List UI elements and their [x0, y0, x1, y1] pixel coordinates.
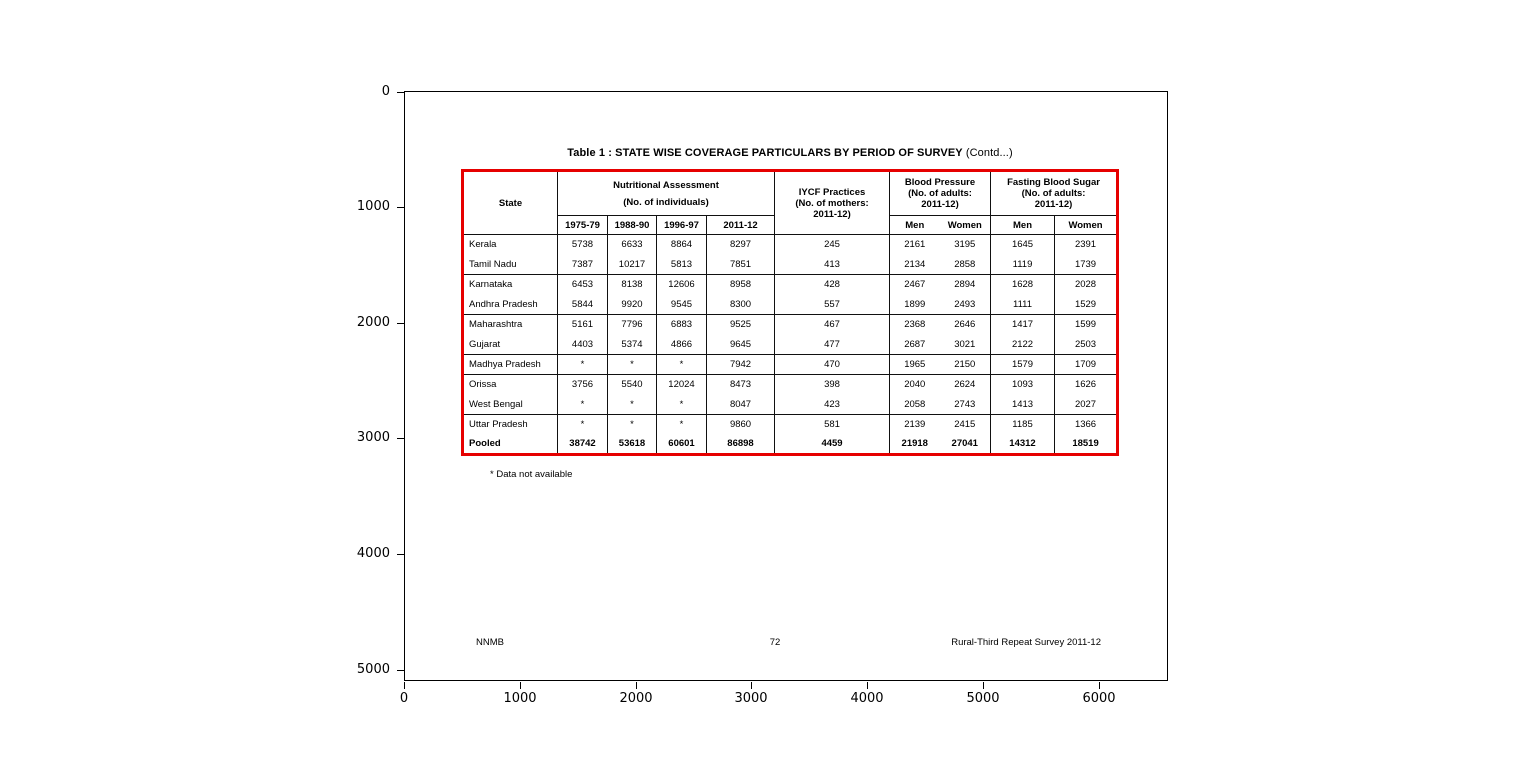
value-cell: 8473: [707, 375, 775, 395]
value-cell: 9545: [657, 295, 707, 315]
x-tick-label: 1000: [503, 691, 537, 706]
value-cell: 86898: [707, 435, 775, 455]
x-tick-label: 3000: [734, 691, 768, 706]
x-tick-label: 4000: [850, 691, 884, 706]
value-cell: 2858: [954, 258, 976, 270]
value-cell: *: [608, 355, 657, 375]
value-cell: 5161: [558, 315, 608, 335]
value-cell: 6453: [558, 275, 608, 295]
col-header-state: State: [463, 171, 558, 235]
nutritional-label-line1: Nutritional Assessment: [613, 179, 719, 191]
value-cell: 467: [775, 315, 890, 335]
value-cell: 470: [775, 355, 890, 375]
value-cell: 3756: [558, 375, 608, 395]
col-header-blood-pressure: [890, 171, 991, 216]
value-cell: 2040: [890, 375, 940, 395]
value-cell: 2391: [1055, 235, 1118, 255]
value-cell: *: [657, 355, 707, 375]
value-cell: 38742: [558, 435, 608, 455]
bp-women-header: Women: [940, 216, 991, 235]
value-cell: 5813: [657, 255, 707, 275]
state-cell: Orissa: [463, 375, 558, 395]
fbs-label-line3: 2011-12): [1034, 199, 1073, 210]
value-cell: *: [558, 395, 608, 415]
fbs-label-line1: Fasting Blood Sugar: [1007, 177, 1100, 188]
coverage-table: [461, 169, 1119, 456]
value-cell: 4403: [558, 335, 608, 355]
table-title-main: Table 1 : STATE WISE COVERAGE PARTICULARS BY PERIOD OF SURVEY: [567, 147, 963, 159]
value-cell: 1899: [890, 295, 940, 315]
value-cell: 2415: [940, 415, 991, 435]
bp-label-line3: 2011-12): [921, 199, 959, 210]
x-tick-mark: [404, 682, 405, 689]
state-cell: Maharashtra: [463, 315, 558, 335]
table-row: [463, 355, 1118, 375]
value-cell: 1965: [890, 355, 940, 375]
value-cell: 2028: [1055, 275, 1118, 295]
value-cell: 2503: [1055, 335, 1118, 355]
value-cell: 1119: [991, 255, 1055, 275]
value-cell: 1628: [991, 275, 1055, 295]
y-tick-mark: [397, 207, 404, 208]
value-cell: 8297: [707, 235, 775, 255]
y-tick-mark: [397, 323, 404, 324]
plot-frame: [404, 91, 1168, 681]
value-cell: 1739: [1055, 255, 1118, 275]
value-cell: 2150: [940, 355, 991, 375]
value-cell: 1413: [991, 395, 1055, 415]
value-cell: 6633: [608, 235, 657, 255]
value-cell: 8864: [657, 235, 707, 255]
table-title-contd: (Contd...): [965, 147, 1013, 159]
x-tick-mark: [520, 682, 521, 689]
value-cell: 9860: [707, 415, 775, 435]
value-cell: 8047: [707, 395, 775, 415]
value-cell: 398: [775, 375, 890, 395]
table-row: [463, 255, 1118, 275]
x-tick-label: 6000: [1082, 691, 1116, 706]
value-cell: 2161: [890, 235, 940, 255]
value-cell: *: [657, 415, 707, 435]
state-cell: Tamil Nadu: [469, 258, 517, 270]
value-cell: 2368: [890, 315, 940, 335]
y-tick-label: 5000: [356, 662, 390, 677]
value-cell: 2493: [954, 298, 976, 310]
state-cell: Uttar Pradesh: [463, 415, 558, 435]
value-cell: 2467: [890, 275, 940, 295]
value-cell: 2894: [940, 275, 991, 295]
footnote: * Data not available: [490, 469, 573, 480]
value-cell: *: [657, 395, 707, 415]
iycf-label-line1: IYCF Practices: [798, 186, 866, 198]
value-cell: 1579: [991, 355, 1055, 375]
value-cell: 8138: [608, 275, 657, 295]
value-cell: 18519: [1055, 435, 1118, 455]
value-cell: 21918: [890, 435, 940, 455]
value-cell: 413: [775, 255, 890, 275]
fbs-women-header: Women: [1055, 216, 1118, 235]
value-cell: 9525: [707, 315, 775, 335]
table-row-pooled: [463, 435, 1118, 455]
y-tick-mark: [397, 670, 404, 671]
value-cell: 1709: [1055, 355, 1118, 375]
bp-label-line1: Blood Pressure: [904, 177, 976, 188]
value-cell: 2139: [890, 415, 940, 435]
y-tick-mark: [397, 92, 404, 93]
value-cell: 4866: [657, 335, 707, 355]
value-cell: 10217: [608, 255, 657, 275]
value-cell: 428: [775, 275, 890, 295]
footer-org: NNMB: [476, 637, 504, 648]
value-cell: 1417: [991, 315, 1055, 335]
value-cell: 5738: [558, 235, 608, 255]
value-cell: 2058: [890, 395, 940, 415]
value-cell: 7387: [558, 255, 608, 275]
value-cell: 3021: [954, 338, 976, 350]
value-cell: 245: [775, 235, 890, 255]
value-cell: 7851: [707, 255, 775, 275]
x-tick-label: 5000: [966, 691, 1000, 706]
value-cell: 1185: [991, 415, 1055, 435]
value-cell: 12606: [657, 275, 707, 295]
state-cell: Madhya Pradesh: [463, 355, 558, 375]
state-cell: West Bengal: [469, 398, 523, 410]
value-cell: 53618: [608, 435, 657, 455]
year-header: 1996-97: [657, 216, 707, 235]
y-tick-label: 2000: [356, 315, 390, 330]
fbs-men-header: Men: [991, 216, 1055, 235]
value-cell: 1111: [991, 295, 1055, 315]
year-header: 2011-12: [707, 216, 775, 235]
value-cell: 557: [775, 295, 890, 315]
x-tick-mark: [1099, 682, 1100, 689]
value-cell: 2134: [890, 255, 940, 275]
y-tick-mark: [397, 554, 404, 555]
value-cell: *: [558, 355, 608, 375]
value-cell: 2027: [1055, 395, 1118, 415]
value-cell: 27041: [951, 438, 978, 450]
value-cell: 2743: [954, 398, 976, 410]
table-row: [463, 375, 1118, 395]
value-cell: 60601: [657, 435, 707, 455]
value-cell: 14312: [991, 435, 1055, 455]
value-cell: 1093: [991, 375, 1055, 395]
y-tick-mark: [397, 438, 404, 439]
value-cell: 9920: [608, 295, 657, 315]
table-row: [463, 395, 1118, 415]
state-cell: Karnataka: [463, 275, 558, 295]
value-cell: 2122: [991, 335, 1055, 355]
value-cell: 1366: [1055, 415, 1118, 435]
bp-men-header: Men: [890, 216, 940, 235]
value-cell: *: [608, 395, 657, 415]
value-cell: 5374: [608, 335, 657, 355]
value-cell: 9645: [707, 335, 775, 355]
col-header-iycf: [775, 171, 890, 235]
state-cell: Kerala: [469, 239, 497, 251]
table-row: [463, 295, 1118, 315]
x-tick-label: 0: [399, 691, 409, 706]
iycf-label-line3: 2011-12): [813, 208, 851, 220]
col-header-nutritional: [558, 171, 775, 216]
value-cell: 2646: [940, 315, 991, 335]
value-cell: *: [558, 415, 608, 435]
value-cell: 12024: [657, 375, 707, 395]
value-cell: 8300: [707, 295, 775, 315]
value-cell: 4459: [775, 435, 890, 455]
value-cell: 3195: [954, 239, 976, 251]
value-cell: 1645: [991, 235, 1055, 255]
value-cell: 1529: [1055, 295, 1118, 315]
value-cell: 5540: [608, 375, 657, 395]
y-tick-label: 1000: [356, 199, 390, 214]
table-row: [463, 275, 1118, 295]
state-cell: Gujarat: [469, 338, 501, 350]
year-header: 1988-90: [608, 216, 657, 235]
x-tick-mark: [983, 682, 984, 689]
year-header: 1975-79: [558, 216, 608, 235]
col-header-fasting-blood-sugar: [991, 171, 1118, 216]
value-cell: 8958: [707, 275, 775, 295]
page-number: 72: [769, 637, 781, 648]
value-cell: 7796: [608, 315, 657, 335]
fbs-label-line2: (No. of adults:: [1021, 188, 1086, 199]
value-cell: 6883: [657, 315, 707, 335]
state-cell: Pooled: [469, 438, 501, 450]
x-tick-mark: [751, 682, 752, 689]
value-cell: 2687: [890, 335, 940, 355]
nutritional-label-line2: (No. of individuals): [623, 196, 709, 208]
value-cell: 2624: [940, 375, 991, 395]
table-row: [463, 235, 1118, 255]
table-row: [463, 415, 1118, 435]
bp-label-line2: (No. of adults:: [908, 188, 972, 199]
value-cell: 1626: [1055, 375, 1118, 395]
x-tick-mark: [636, 682, 637, 689]
y-tick-label: 3000: [356, 430, 390, 445]
table-row: [463, 315, 1118, 335]
table-row: [463, 335, 1118, 355]
value-cell: 477: [775, 335, 890, 355]
footer-survey: Rural-Third Repeat Survey 2011-12: [951, 637, 1101, 648]
x-tick-mark: [867, 682, 868, 689]
state-cell: Andhra Pradesh: [469, 298, 538, 310]
value-cell: 1599: [1055, 315, 1118, 335]
y-tick-label: 0: [381, 84, 390, 99]
value-cell: 423: [775, 395, 890, 415]
value-cell: 5844: [558, 295, 608, 315]
value-cell: *: [608, 415, 657, 435]
x-tick-label: 2000: [619, 691, 653, 706]
y-tick-label: 4000: [356, 546, 390, 561]
value-cell: 7942: [707, 355, 775, 375]
value-cell: 581: [775, 415, 890, 435]
iycf-label-line2: (No. of mothers:: [795, 197, 869, 209]
table-title: [461, 147, 1119, 159]
